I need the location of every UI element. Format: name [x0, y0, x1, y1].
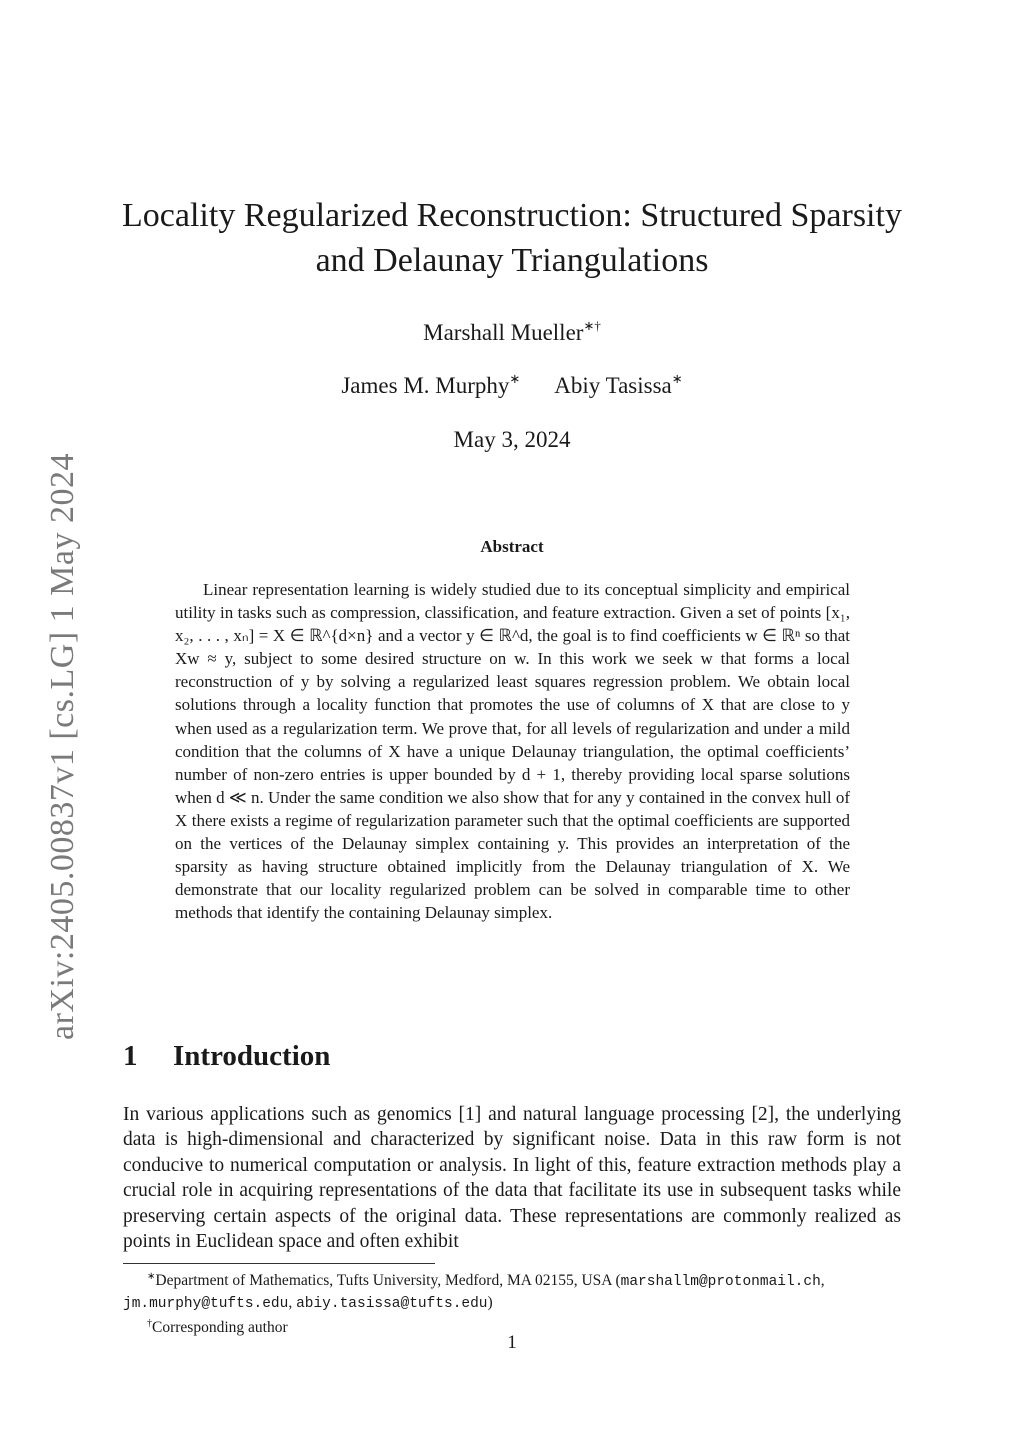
abstract-text: Linear representation learning is widely studied due to its conceptual simplicity and empirical utility in tasks such as compression, classification, and feature extraction. Given a set of points [x₁, x₂, . . . , xₙ] = X ∈ ℝ^{d×n} and a vector y ∈ ℝ^d, the goal is to find coefficients w ∈ ℝⁿ so that Xw ≈ y, subject to some desired structure on w. In this work we seek w that forms a local reconstruction of y by solving a regularized least squares regression problem. We obtain local solutions through a locality function that promotes the use of columns of X that are close to y when used as a regularization term. We prove that, for all levels of regularization and under a mild condition that the columns of X have a unique Delaunay triangulation, the optimal coefficients’ number of non-zero entries is upper bounded by d + 1, thereby providing local sparse solutions when d ≪ n. Under the same condition we also show that for any y contained in the convex hull of X there exists a regime of regularization parameter such that the optimal coefficients are supported on the vertices of the Delaunay simplex containing y. This provides an interpretation of the sparsity as having structure obtained implicitly from the Delaunay triangulation of X. We demonstrate that our locality regularized problem can be solved in comparable time to other methods that identify the containing Delaunay simplex.: [175, 580, 850, 923]
email-link[interactable]: jm.murphy@tufts.edu: [123, 1295, 289, 1312]
author-marks: ∗: [509, 371, 521, 386]
section-heading: [123, 1040, 330, 1073]
author-line-1: [120, 318, 904, 346]
email-link[interactable]: abiy.tasissa@tufts.edu: [296, 1295, 488, 1312]
email-link[interactable]: marshallm@protonmail.ch: [620, 1274, 821, 1290]
footnotes: [123, 1267, 903, 1339]
author-name: James M. Murphy: [341, 373, 510, 398]
arxiv-identifier: arXiv:2405.00837v1 [cs.LG] 1 May 2024: [44, 453, 81, 1040]
footnote-affiliation: ∗Department of Mathematics, Tufts University, Medford, MA 02155, USA (marshallm@protonmail.ch, jm.murphy@tufts.edu, abiy.tasissa@tufts.edu): [123, 1271, 825, 1312]
author-marks: ∗†: [583, 318, 601, 333]
author-name: Abiy Tasissa: [554, 373, 672, 398]
section-title: Introduction: [173, 1040, 331, 1072]
publication-date: May 3, 2024: [453, 427, 571, 452]
introduction-paragraph: In various applications such as genomics [1] and natural language processing [2], the underlying data is high-dimensional and characterized by significant noise. Data in this raw form is not conducive to numerical computation or analysis. In light of this, feature extraction methods play a crucial role in acquiring representations of the data that facilitate its use in subsequent tasks while preserving certain aspects of the original data. These representations are commonly realized as points in Euclidean space and often exhibit: [123, 1104, 901, 1253]
page-number: 1: [507, 1332, 517, 1353]
footnote-corresponding: †Corresponding author: [147, 1318, 288, 1336]
paper-title: Locality Regularized Reconstruction: Structured Sparsity and Delaunay Triangulations: [122, 197, 902, 279]
author-name: Marshall Mueller: [423, 320, 584, 345]
abstract-heading: Abstract: [480, 537, 544, 556]
footnote-divider: [123, 1263, 435, 1264]
author-marks: ∗: [671, 371, 683, 386]
section-number: 1: [123, 1040, 138, 1072]
author-line-2: [120, 371, 904, 399]
